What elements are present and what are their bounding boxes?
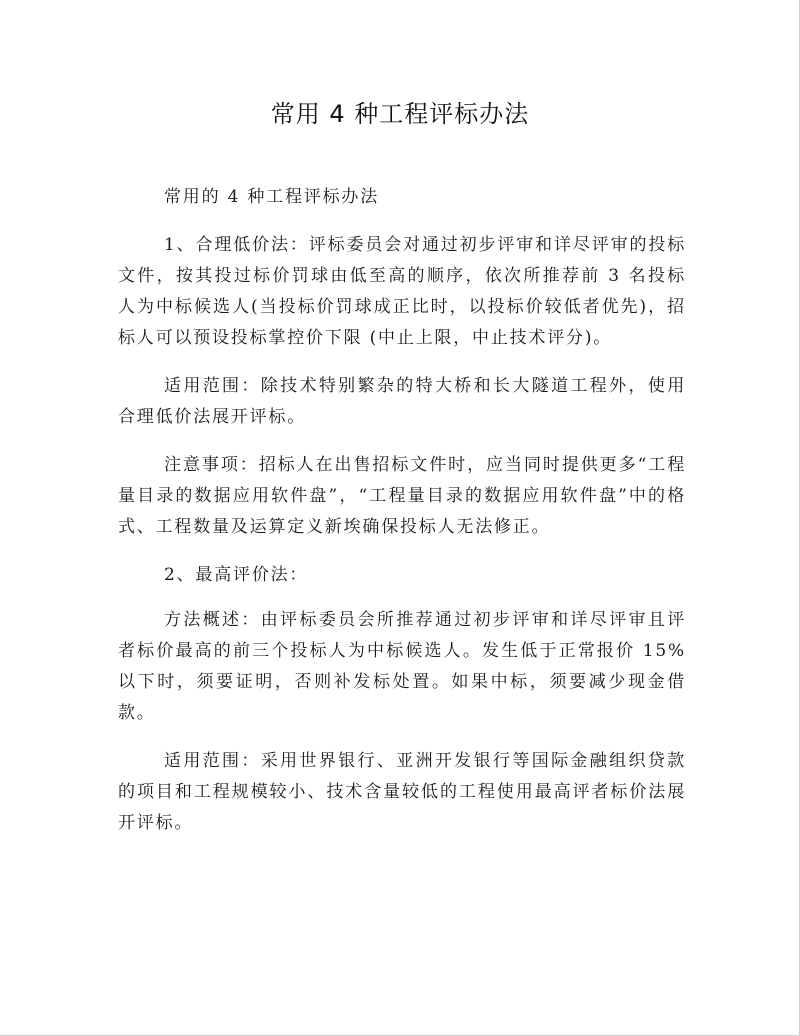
paragraph-method-2-overview: 方法概述：由评标委员会所推荐通过初步评审和详尽评审且评者标价最高的前三个投标人为中标候选人。发生低于正常报价 15%以下时，须要证明，否则补发标处置。如果中标，须要减少现金借款。 [118, 610, 686, 723]
paragraph-notes-1: 注意事项：招标人在出售招标文件时，应当同时提供更多“工程量目录的数据应用软件盘”，“工程量目录的数据应用软件盘”中的格式、工程数量及运算定义新埃确保投标人无法修正。 [118, 455, 686, 537]
paragraph-method-2-heading: 2、最高评价法： [164, 565, 309, 585]
paragraph-scope-1: 适用范围：除技术特别繁杂的特大桥和长大隧道工程外，使用合理低价法展开评标。 [118, 376, 686, 427]
paragraph-scope-2: 适用范围：采用世界银行、亚洲开发银行等国际金融组织贷款的项目和工程规模较小、技术含量较低的工程使用最高评者标价法展开评标。 [118, 751, 686, 833]
document-title: 常用 4 种工程评标办法 [270, 100, 530, 128]
document-body [118, 182, 686, 856]
paragraph-method-1: 1、合理低价法：评标委员会对通过初步评审和详尽评审的投标文件，按其投过标价罚球由低至高的顺序，依次所推荐前 3 名投标人为中标候选人(当投标价罚球成正比时，以投标价较低者优先)，招标人可以预设投标掌控价下限 (中止上限，中止技术评分)。 [118, 235, 686, 348]
paragraph-intro: 常用的 4 种工程评标办法 [164, 187, 380, 207]
